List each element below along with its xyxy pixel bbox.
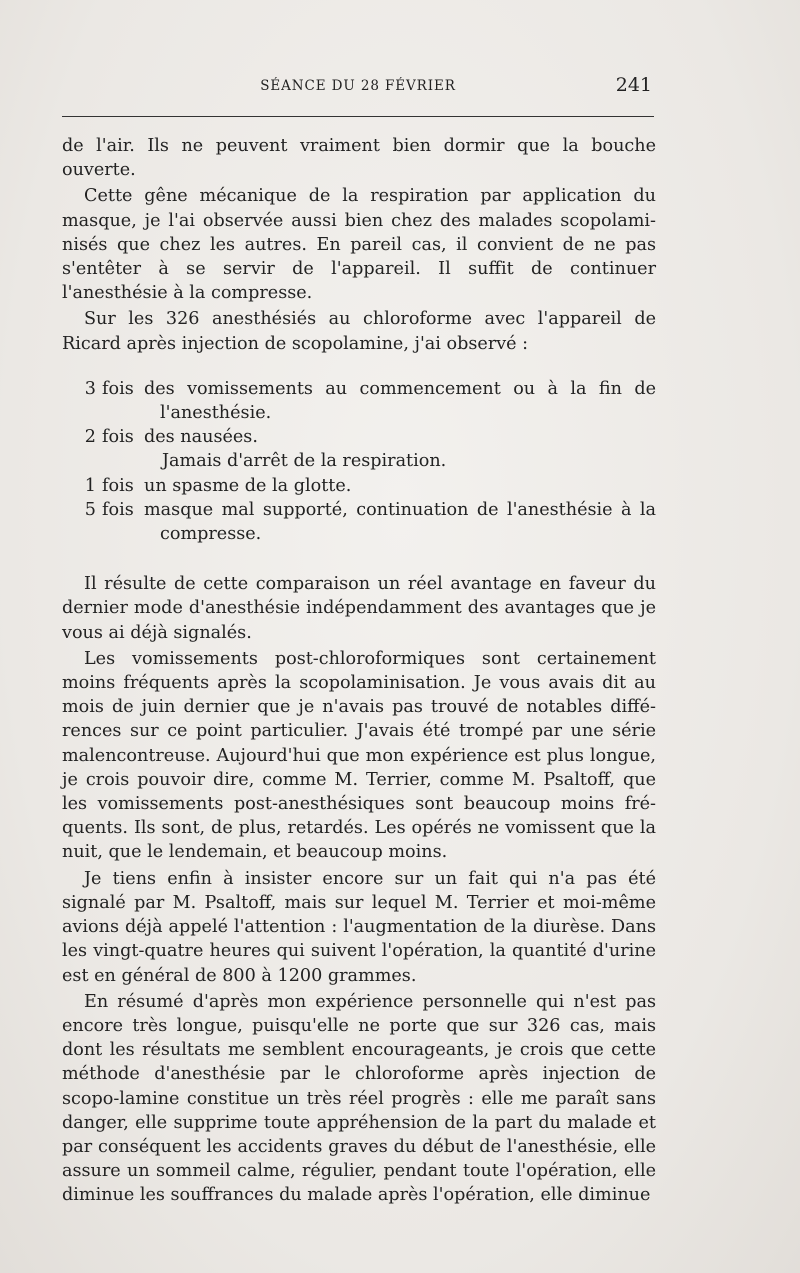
running-title: SÉANCE DU 28 FÉVRIER xyxy=(260,78,456,94)
observation-item xyxy=(62,498,656,546)
observation-count: 3 xyxy=(84,378,96,399)
paragraph-diuresis: Je tiens enfin à insister encore sur un fait qui n'a pas été signalé par M. Psaltoff, mais sur lequel M. Terrier et moi-même avions déjà appelé l'attention : l'augmentation de la diurèse. Dans les vingt-quatre heures qui suivent l'opération, la quantité d'urine est en général de 800 à 1200 grammes. xyxy=(62,868,656,986)
header-rule xyxy=(62,116,654,117)
observation-item xyxy=(62,377,656,425)
observation-count: 5 xyxy=(84,499,96,520)
observation-fois: fois xyxy=(102,475,134,496)
running-head xyxy=(62,74,654,104)
observation-count: 2 xyxy=(84,427,96,448)
paragraph-summary: En résumé d'après mon expérience personnelle qui n'est pas encore très longue, puisqu'elle ne porte que sur 326 cas, mais dont les résultats me semblent encourageants, je crois que cette méthode d'anesthésie par le chloroforme après injection de scopo-lamine constitue un très réel progrès : elle me paraît sans danger, elle supprime toute appréhension de la part du malade et par conséquent les accidents graves du début de l'anesthésie, elle assure un sommeil calme, régulier, pendant toute l'opération, elle diminue les souffrances du malade après l'opération, elle diminue xyxy=(62,991,656,1206)
paragraph-mask-discomfort: Cette gêne mécanique de la respiration par application du masque, je l'ai observée aussi bien chez des malades scopolami-nisés que chez les autres. En pareil cas, il convient de ne pas s'entêter à se servir de l'appareil. Il suffit de continuer l'anesthésie à la compresse. xyxy=(62,186,656,304)
paragraph-vomiting: Les vomissements post-chloroformiques sont certainement moins fréquents après la scopolaminisation. Je vous avais dit au mois de juin dernier que je n'avais pas trouvé de notables diffé-rences sur ce point particulier. J'avais été trompé par une série malencontreuse. Aujourd'hui que mon expérience est plus longue, je crois pouvoir dire, comme M. Terrier, comme M. Psaltoff, que les vomissements post-anesthésiques sont beaucoup moins fré-quents. Ils sont, de plus, retardés. Les opérés ne vomissent que la nuit, que le lendemain, et beaucoup moins. xyxy=(62,648,656,863)
paragraph-observations-intro: Sur les 326 anesthésiés au chloroforme avec l'appareil de Ricard après injection de scopolamine, j'ai observé : xyxy=(62,309,656,354)
observation-fois: fois xyxy=(102,499,134,520)
observation-item xyxy=(62,425,656,449)
observation-count: 1 xyxy=(84,475,96,496)
observation-note: Jamais d'arrêt de la respiration. xyxy=(162,451,447,472)
page-number: 241 xyxy=(615,74,652,96)
observation-text: un spasme de la glotte. xyxy=(144,475,352,496)
observation-continuation: l'anesthésie. xyxy=(160,403,272,424)
observations-list xyxy=(62,377,656,546)
observation-fois: fois xyxy=(102,378,134,399)
observation-fois: fois xyxy=(102,427,134,448)
observation-text: masque mal supporté, continuation de l'anesthésie à la xyxy=(144,499,656,520)
observation-item xyxy=(62,474,656,498)
paragraph-continuation: de l'air. Ils ne peuvent vraiment bien dormir que la bouche ouverte. xyxy=(62,136,656,181)
observation-text: des nausées. xyxy=(144,427,258,448)
observation-continuation: compresse. xyxy=(160,524,262,545)
paragraph-comparison: Il résulte de cette comparaison un réel avantage en faveur du dernier mode d'anesthésie indépendamment des avantages que je vous ai déjà signalés. xyxy=(62,574,656,643)
page-body xyxy=(62,134,656,1210)
observation-text: des vomissements au commencement ou à la fin de xyxy=(144,378,656,399)
